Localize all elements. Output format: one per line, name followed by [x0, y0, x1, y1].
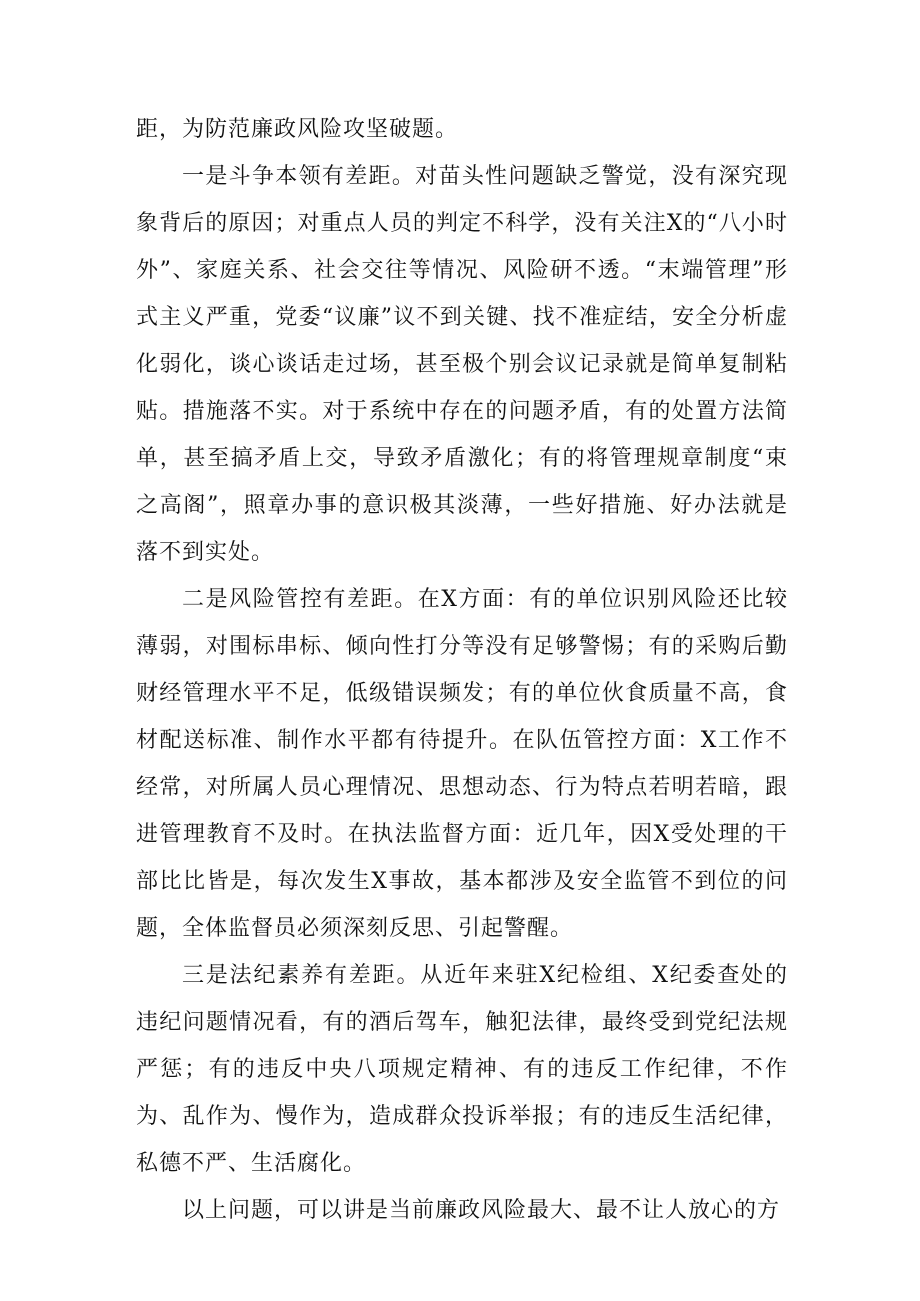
- paragraph-risk-control: 二是风险管控有差距。在X方面：有的单位识别风险还比较薄弱，对围标串标、倾向性打分等没有足够警惕；有的采购后勤财经管理水平不足，低级错误频发；有的单位伙食质量不高，食材配送标准、制作水平都有待提升。在队伍管控方面：X工作不经常，对所属人员心理情况、思想动态、行为特点若明若暗，跟进管理教育不及时。在执法监督方面：近几年，因X受处理的干部比比皆是，每次发生X事故，基本都涉及安全监管不到位的问题，全体监督员必须深刻反思、引起警醒。: [136, 587, 788, 941]
- document-page: [136, 106, 788, 1234]
- paragraph-summary: 以上问题，可以讲是当前廉政风险最大、最不让人放心的方: [182, 1198, 781, 1223]
- paragraph-struggle-ability: 一是斗争本领有差距。对苗头性问题缺乏警觉，没有深究现象背后的原因；对重点人员的判定不科学，没有关注X的“八小时外”、家庭关系、社会交往等情况、风险研不透。“末端管理”形式主义严重，党委“议廉”议不到关键、找不准症结，安全分析虚化弱化，谈心谈话走过场，甚至极个别会议记录就是简单复制粘贴。措施落不实。对于系统中存在的问题矛盾，有的处置方法简单，甚至搞矛盾上交，导致矛盾激化；有的将管理规章制度“束之高阁”，照章办事的意识极其淡薄，一些好措施、好办法就是落不到实处。: [136, 164, 788, 565]
- paragraph-law-discipline: 三是法纪素养有差距。从近年来驻X纪检组、X纪委查处的违纪问题情况看，有的酒后驾车，触犯法律，最终受到党纪法规严惩；有的违反中央八项规定精神、有的违反工作纪律，不作为、乱作为、慢作为，造成群众投诉举报；有的违反生活纪律，私德不严、生活腐化。: [136, 963, 788, 1176]
- paragraph-continuation: 距，为防范廉政风险攻坚破题。: [136, 117, 459, 142]
